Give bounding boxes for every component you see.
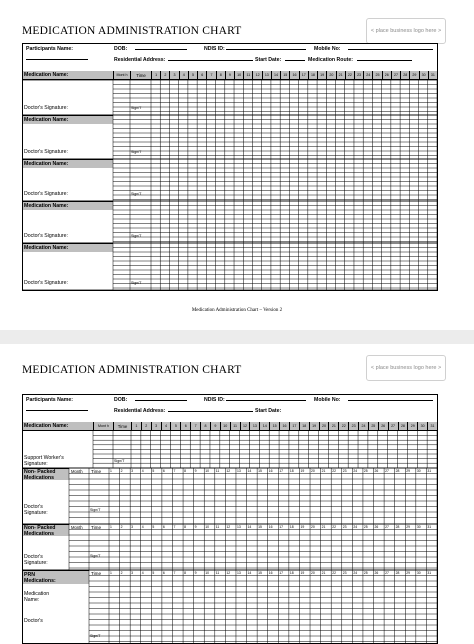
month-label: Month <box>71 469 83 474</box>
day-number: 7 <box>173 469 176 473</box>
day-number: 22 <box>332 469 336 473</box>
sign-time-label: Sign/T <box>131 192 142 196</box>
start-date-label: Start Date: <box>255 57 282 63</box>
prn-title: PRN Medications: <box>24 572 56 584</box>
page-footer: Medication Administration Chart – Version 2 <box>191 308 283 313</box>
header-day: 15 <box>280 71 289 80</box>
day-number: 17 <box>279 525 284 529</box>
day-number: 26 <box>374 469 379 473</box>
sign-time-label: Sign/T <box>131 281 142 285</box>
medication-name-label: Medication Name: <box>24 161 69 167</box>
day-number: 31 <box>427 571 432 575</box>
ndis-id-field[interactable] <box>226 400 306 401</box>
header-day: 30 <box>417 422 427 431</box>
day-number: 15 <box>258 571 262 575</box>
day-number: 21 <box>321 525 326 529</box>
chart-frame <box>22 43 438 291</box>
day-number: 14 <box>247 525 252 529</box>
day-number: 30 <box>416 571 421 575</box>
day-number: 22 <box>332 571 336 575</box>
header-time: Time <box>113 422 131 431</box>
header-day: 14 <box>271 71 280 80</box>
participants-name-label: Participants Name: <box>26 46 73 52</box>
day-number: 13 <box>236 525 241 529</box>
header-day: 24 <box>363 71 372 80</box>
header-day: 14 <box>259 422 269 431</box>
page-title: MEDICATION ADMINISTRATION CHART <box>22 25 242 37</box>
administration-grid <box>23 422 437 643</box>
doctors-label: Doctor's <box>24 618 43 624</box>
day-number: 25 <box>363 571 368 575</box>
time-label: Time <box>91 571 102 576</box>
day-number: 8 <box>184 571 186 575</box>
header-day: 3 <box>151 422 161 431</box>
header-day: 29 <box>409 71 418 80</box>
day-number: 11 <box>215 525 220 529</box>
day-number: 24 <box>353 525 358 529</box>
header-day: 24 <box>358 422 368 431</box>
day-number: 2 <box>120 469 123 473</box>
header-day: 23 <box>348 422 358 431</box>
chart-frame <box>22 394 438 644</box>
medication-route-field[interactable] <box>357 60 412 61</box>
residential-address-label: Residential Address: <box>114 408 166 414</box>
sign-time-label: Sign/T <box>131 150 142 154</box>
header-day: 29 <box>407 422 417 431</box>
header-day: 1 <box>151 71 160 80</box>
header-day: 1 <box>131 422 141 431</box>
header-day: 15 <box>269 422 279 431</box>
day-number: 3 <box>131 525 134 529</box>
header-day: 21 <box>328 422 338 431</box>
day-number: 17 <box>279 469 284 473</box>
header-day: 23 <box>354 71 363 80</box>
chart-page-2 <box>0 344 474 638</box>
day-number: 14 <box>247 571 252 575</box>
medication-name-header <box>23 159 113 168</box>
header-day: 20 <box>319 422 329 431</box>
day-number: 12 <box>226 469 231 473</box>
start-date-field[interactable] <box>285 60 305 61</box>
header-month: Mont h <box>93 422 113 431</box>
header-day: 31 <box>427 422 437 431</box>
mobile-no-field[interactable] <box>348 49 433 50</box>
header-time: Time <box>130 71 151 80</box>
residential-address-field[interactable] <box>168 60 253 61</box>
header-day: 27 <box>391 71 400 80</box>
day-number: 19 <box>300 571 305 575</box>
entry-cells[interactable] <box>113 80 437 115</box>
header-day: 8 <box>216 71 225 80</box>
support-worker-signature-label: Support Worker's Signature: <box>24 455 64 467</box>
month-label: Month <box>71 525 83 530</box>
day-number: 9 <box>194 525 197 529</box>
day-number: 3 <box>131 571 134 575</box>
header-day: 18 <box>308 71 317 80</box>
day-number: 30 <box>416 469 421 473</box>
header-day: 22 <box>338 422 348 431</box>
day-number: 27 <box>385 525 389 529</box>
day-number: 6 <box>162 571 165 575</box>
page-title: MEDICATION ADMINISTRATION CHART <box>22 364 242 376</box>
medication-name-label: Medication Name: <box>24 591 50 603</box>
day-number: 24 <box>353 469 358 473</box>
day-number: 20 <box>311 469 315 473</box>
day-number: 12 <box>226 525 231 529</box>
support-worker-block <box>23 431 437 468</box>
day-number: 2 <box>120 571 123 575</box>
header-day: 6 <box>180 422 190 431</box>
entry-cells[interactable] <box>93 431 437 468</box>
dob-field[interactable] <box>135 49 187 50</box>
day-number: 28 <box>395 525 400 529</box>
day-number: 21 <box>321 571 326 575</box>
day-number: 1 <box>110 469 112 473</box>
participants-name-field[interactable] <box>26 59 88 60</box>
entry-cells[interactable] <box>113 159 437 201</box>
header-day: 18 <box>299 422 309 431</box>
day-number: 28 <box>395 469 400 473</box>
non-packed-block <box>23 524 437 570</box>
doctors-signature-label: Doctor's Signature: <box>24 191 68 197</box>
administration-grid <box>23 71 437 290</box>
entry-cells[interactable] <box>113 115 437 159</box>
medication-route-label: Medication Route: <box>308 57 353 63</box>
day-number: 21 <box>321 469 326 473</box>
entry-cells[interactable] <box>69 468 437 524</box>
header-day: 4 <box>179 71 188 80</box>
day-number: 18 <box>289 469 294 473</box>
doctors-signature-label: Doctor's Signature: <box>24 105 68 111</box>
day-number: 28 <box>395 571 400 575</box>
day-number: 4 <box>141 469 144 473</box>
entry-cells[interactable] <box>89 570 437 644</box>
day-number: 8 <box>184 469 186 473</box>
day-number: 19 <box>300 469 305 473</box>
day-number: 29 <box>406 571 411 575</box>
ndis-id-label: NDIS ID: <box>204 46 225 52</box>
day-number: 2 <box>120 525 123 529</box>
doctors-signature-label: Doctor's Signature: <box>24 149 68 155</box>
header-day: 16 <box>279 422 289 431</box>
day-number: 18 <box>289 571 294 575</box>
non-packed-title: Non- Packed Medications <box>24 525 56 537</box>
day-number: 27 <box>385 571 389 575</box>
mobile-no-field[interactable] <box>348 400 433 401</box>
medication-name-label: Medication Name: <box>24 117 69 123</box>
day-number: 3 <box>131 469 134 473</box>
day-number: 26 <box>374 571 379 575</box>
day-number: 4 <box>141 571 144 575</box>
header-month: Mont h <box>113 71 130 80</box>
entry-cells[interactable] <box>69 524 437 570</box>
header-day: 13 <box>262 71 271 80</box>
header-medication-name: Medication Name: <box>24 423 69 429</box>
entry-cells[interactable] <box>113 201 437 243</box>
header-day: 16 <box>289 71 298 80</box>
header-day: 9 <box>225 71 234 80</box>
non-packed-block <box>23 468 437 524</box>
header-day: 19 <box>317 71 326 80</box>
header-day: 25 <box>368 422 378 431</box>
day-number: 5 <box>152 525 155 529</box>
business-logo-placeholder: < place business logo here > <box>366 18 446 44</box>
non-packed-title: Non- Packed Medications <box>24 469 56 481</box>
header-day: 11 <box>230 422 240 431</box>
header-day: 30 <box>419 71 428 80</box>
header-day: 10 <box>234 71 243 80</box>
non-packed-header <box>23 468 69 480</box>
day-number: 24 <box>353 571 358 575</box>
header-day: 26 <box>378 422 388 431</box>
day-number: 11 <box>215 469 220 473</box>
header-day: 5 <box>170 422 180 431</box>
day-number: 9 <box>194 469 197 473</box>
header-day: 28 <box>398 422 408 431</box>
dob-field[interactable] <box>135 400 187 401</box>
day-number: 15 <box>258 525 262 529</box>
medication-name-header <box>23 115 113 124</box>
day-number: 25 <box>363 525 368 529</box>
day-number: 1 <box>110 571 112 575</box>
header-day: 25 <box>372 71 381 80</box>
medication-block <box>23 159 437 201</box>
day-number: 7 <box>173 525 176 529</box>
time-label: Time <box>91 525 102 530</box>
doctors-signature-label: Doctor's Signature: <box>24 554 48 566</box>
day-number: 18 <box>289 525 294 529</box>
day-number: 30 <box>416 525 421 529</box>
header-day: 17 <box>289 422 299 431</box>
day-number: 20 <box>311 525 315 529</box>
mobile-no-label: Mobile No: <box>314 397 341 403</box>
day-number: 23 <box>342 571 347 575</box>
sign-time-label: Sign/T <box>90 554 101 558</box>
time-label: Time <box>91 469 102 474</box>
day-number: 31 <box>427 525 432 529</box>
day-number: 14 <box>247 469 252 473</box>
day-number: 1 <box>110 525 112 529</box>
medication-block <box>23 243 437 290</box>
day-number: 7 <box>173 571 176 575</box>
header-day: 17 <box>299 71 308 80</box>
day-number: 10 <box>205 571 209 575</box>
header-day: 2 <box>141 422 151 431</box>
sign-time-label: Sign/T <box>90 634 101 638</box>
day-number: 29 <box>406 469 411 473</box>
header-medication-name: Medication Name: <box>24 72 69 78</box>
header-day: 6 <box>197 71 206 80</box>
medication-name-header <box>23 243 113 252</box>
header-day: 8 <box>200 422 210 431</box>
day-number: 10 <box>205 525 209 529</box>
ndis-id-field[interactable] <box>226 49 306 50</box>
header-day: 28 <box>400 71 409 80</box>
medication-block <box>23 201 437 243</box>
header-day: 4 <box>161 422 171 431</box>
header-day: 13 <box>249 422 259 431</box>
grid-header <box>23 71 437 80</box>
day-number: 15 <box>258 469 262 473</box>
sign-time-label: Sign/T <box>131 106 142 110</box>
day-number: 9 <box>194 571 197 575</box>
day-number: 16 <box>268 571 273 575</box>
day-number: 13 <box>236 571 241 575</box>
sign-time-label: Sign/T <box>131 234 142 238</box>
prn-block <box>23 570 437 644</box>
day-number: 29 <box>406 525 411 529</box>
day-number: 6 <box>162 525 165 529</box>
ndis-id-label: NDIS ID: <box>204 397 225 403</box>
entry-cells[interactable] <box>113 243 437 290</box>
medication-name-label: Medication Name: <box>24 203 69 209</box>
day-number: 25 <box>363 469 368 473</box>
day-number: 5 <box>152 571 155 575</box>
header-day: 26 <box>382 71 391 80</box>
day-number: 13 <box>236 469 241 473</box>
medication-name-label: Medication Name: <box>24 245 69 251</box>
header-day: 19 <box>309 422 319 431</box>
medication-name-header <box>23 201 113 210</box>
non-packed-header <box>23 524 69 536</box>
grid-header <box>23 422 437 431</box>
sign-time-label: Sign/T <box>90 508 101 512</box>
header-day: 12 <box>240 422 250 431</box>
participants-name-label: Participants Name: <box>26 397 73 403</box>
header-day: 2 <box>160 71 169 80</box>
day-number: 17 <box>279 571 284 575</box>
medication-block <box>23 80 437 115</box>
residential-address-field[interactable] <box>168 411 253 412</box>
header-day: 31 <box>428 71 437 80</box>
header-day: 9 <box>210 422 220 431</box>
day-number: 12 <box>226 571 231 575</box>
day-number: 16 <box>268 469 273 473</box>
doctors-signature-label: Doctor's Signature: <box>24 233 68 239</box>
day-number: 23 <box>342 525 347 529</box>
doctors-signature-label: Doctor's Signature: <box>24 280 68 286</box>
day-number: 5 <box>152 469 155 473</box>
header-day: 3 <box>169 71 178 80</box>
header-day: 7 <box>206 71 215 80</box>
medication-block <box>23 115 437 159</box>
page-gap <box>0 330 474 344</box>
header-day: 5 <box>188 71 197 80</box>
day-number: 31 <box>427 469 432 473</box>
sign-time-label: Sign/T <box>114 459 125 463</box>
mobile-no-label: Mobile No: <box>314 46 341 52</box>
day-number: 10 <box>205 469 209 473</box>
day-number: 26 <box>374 525 379 529</box>
day-number: 22 <box>332 525 336 529</box>
day-number: 27 <box>385 469 389 473</box>
day-number: 6 <box>162 469 165 473</box>
header-day: 21 <box>336 71 345 80</box>
day-number: 11 <box>215 571 220 575</box>
header-day: 12 <box>252 71 261 80</box>
day-number: 16 <box>268 525 273 529</box>
day-number: 19 <box>300 525 305 529</box>
header-day: 27 <box>388 422 398 431</box>
day-number: 20 <box>311 571 315 575</box>
prn-header <box>23 570 89 584</box>
day-number: 23 <box>342 469 347 473</box>
doctors-signature-label: Doctor's Signature: <box>24 504 48 516</box>
participants-name-field[interactable] <box>26 410 88 411</box>
header-day: 22 <box>345 71 354 80</box>
dob-label: DOB: <box>114 397 128 403</box>
header-day: 20 <box>326 71 335 80</box>
dob-label: DOB: <box>114 46 128 52</box>
day-number: 8 <box>184 525 186 529</box>
day-number: 4 <box>141 525 144 529</box>
start-date-label: Start Date: <box>255 408 282 414</box>
header-day: 7 <box>190 422 200 431</box>
header-day: 10 <box>220 422 230 431</box>
residential-address-label: Residential Address: <box>114 57 166 63</box>
business-logo-placeholder: < place business logo here > <box>366 355 446 381</box>
header-day: 11 <box>243 71 252 80</box>
